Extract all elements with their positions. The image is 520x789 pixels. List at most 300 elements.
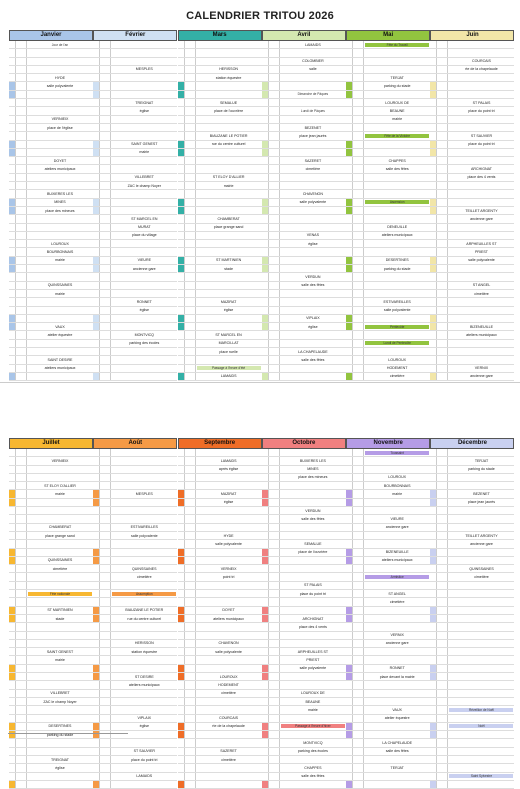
day-marker [178, 623, 185, 630]
day-event-cell [196, 190, 262, 197]
day-marker [430, 124, 437, 131]
day-marker [262, 632, 269, 639]
day-row [178, 149, 262, 157]
day-row [346, 248, 430, 256]
day-mark [269, 706, 280, 713]
month-column [9, 30, 93, 381]
month-days [430, 41, 514, 381]
collection-point: église [139, 308, 149, 313]
day-marker [9, 665, 16, 672]
day-row [178, 182, 262, 190]
day-marker [93, 482, 100, 489]
collection-point: MESPLES [135, 67, 153, 72]
day-mark [437, 232, 448, 239]
day-mark [269, 565, 280, 572]
day-mark [100, 598, 111, 605]
day-row [178, 598, 262, 606]
day-event-cell [27, 731, 93, 738]
day-mark [269, 282, 280, 289]
collection-point: place des 4 vents [467, 175, 496, 180]
day-marker [178, 248, 185, 255]
day-mark [269, 348, 280, 355]
day-marker [93, 598, 100, 605]
day-marker [93, 507, 100, 514]
day-mark [353, 557, 364, 564]
day-marker [178, 665, 185, 672]
day-row [178, 549, 262, 557]
holiday-label: Ascension [365, 200, 429, 204]
day-mark [269, 273, 280, 280]
day-marker [430, 457, 437, 464]
day-mark [269, 466, 280, 473]
day-mark [353, 665, 364, 672]
day-marker [9, 565, 16, 572]
day-marker [9, 524, 16, 531]
day-row [178, 457, 262, 465]
day-marker [178, 215, 185, 222]
day-row [93, 248, 177, 256]
day-event-cell [364, 673, 430, 680]
day-mark [353, 41, 364, 48]
day-marker [178, 557, 185, 564]
day-mark [16, 49, 27, 56]
day-event-cell [111, 232, 177, 239]
day-event-cell [27, 66, 93, 73]
day-row [178, 632, 262, 640]
day-mark [16, 273, 27, 280]
day-row [262, 615, 346, 623]
collection-point: mairie [307, 707, 318, 712]
day-event-cell [196, 240, 262, 247]
day-event-cell [27, 290, 93, 297]
day-event-cell [196, 474, 262, 481]
day-event-cell [27, 715, 93, 722]
collection-point: mairie [55, 492, 65, 497]
collection-point: place jean jaurès [299, 133, 327, 138]
day-event-cell [448, 323, 514, 330]
day-marker [178, 257, 185, 264]
day-row [346, 373, 430, 381]
day-marker [93, 706, 100, 713]
day-marker [93, 474, 100, 481]
day-row [262, 107, 346, 115]
day-event-cell [111, 58, 177, 65]
day-marker [178, 648, 185, 655]
day-mark [100, 58, 111, 65]
day-marker [346, 132, 353, 139]
calendar-half-1 [9, 30, 515, 381]
day-mark [437, 49, 448, 56]
day-marker [346, 615, 353, 622]
day-mark [437, 466, 448, 473]
day-event-cell [196, 298, 262, 305]
day-mark [353, 466, 364, 473]
day-event-cell [196, 565, 262, 572]
day-marker [9, 449, 16, 456]
day-marker [430, 149, 437, 156]
day-marker [9, 207, 16, 214]
day-marker [262, 524, 269, 531]
day-marker [178, 182, 185, 189]
day-event-cell [196, 315, 262, 322]
day-row [346, 540, 430, 548]
day-row [262, 290, 346, 298]
day-marker [9, 706, 16, 713]
day-row [9, 207, 93, 215]
day-marker [9, 265, 16, 272]
day-mark [100, 557, 111, 564]
day-marker [178, 58, 185, 65]
day-row [93, 632, 177, 640]
day-row [93, 257, 177, 265]
day-event-cell [111, 240, 177, 247]
collection-point: place du point tri [468, 108, 495, 113]
day-marker [430, 656, 437, 663]
day-marker [9, 365, 16, 372]
day-event-cell [27, 315, 93, 322]
day-mark [16, 315, 27, 322]
day-row [178, 607, 262, 615]
day-marker [262, 82, 269, 89]
day-marker [430, 681, 437, 688]
day-row [9, 165, 93, 173]
day-mark [185, 540, 196, 547]
day-event-cell [27, 132, 93, 139]
day-event-cell [448, 190, 514, 197]
collection-point: TERJAT [390, 765, 404, 770]
collection-point: LAMAIDS [305, 42, 321, 47]
day-marker [346, 124, 353, 131]
day-row [262, 41, 346, 49]
day-row [93, 673, 177, 681]
day-event-cell [364, 623, 430, 630]
day-mark [100, 165, 111, 172]
day-row [430, 490, 514, 498]
collection-point: TEILLET ARGENTY [465, 533, 498, 538]
day-marker [262, 549, 269, 556]
day-event-cell [280, 248, 346, 255]
day-marker [262, 474, 269, 481]
day-event-cell [280, 298, 346, 305]
day-marker [9, 298, 16, 305]
day-mark [353, 490, 364, 497]
day-mark [100, 706, 111, 713]
day-row [262, 132, 346, 140]
day-mark [185, 298, 196, 305]
day-row [178, 340, 262, 348]
day-marker [262, 298, 269, 305]
day-event-cell [196, 706, 262, 713]
day-marker [430, 41, 437, 48]
day-row [93, 515, 177, 523]
day-mark [437, 590, 448, 597]
day-row [430, 690, 514, 698]
day-row [430, 615, 514, 623]
day-marker [9, 107, 16, 114]
day-row [9, 58, 93, 66]
day-event-cell [196, 715, 262, 722]
day-marker [178, 723, 185, 730]
day-row [9, 499, 93, 507]
day-event-cell [364, 298, 430, 305]
day-event-cell [364, 215, 430, 222]
day-marker [9, 340, 16, 347]
day-marker [9, 116, 16, 123]
day-marker [93, 499, 100, 506]
day-mark [100, 615, 111, 622]
collection-point: place jean jaurès [467, 500, 496, 505]
day-mark [100, 466, 111, 473]
day-row [346, 165, 430, 173]
day-marker [430, 240, 437, 247]
day-marker [262, 365, 269, 372]
day-event-cell [448, 665, 514, 672]
day-marker [262, 690, 269, 697]
collection-point: MONTVICQ [134, 332, 154, 337]
collection-point: BUXIERES LES [47, 191, 73, 196]
day-event-cell [448, 698, 514, 705]
collection-point: QUINSSAINES [469, 566, 494, 571]
day-row [262, 182, 346, 190]
day-event-cell [111, 82, 177, 89]
day-row [9, 723, 93, 731]
day-row [430, 715, 514, 723]
month-column [262, 30, 346, 381]
day-event-cell [448, 232, 514, 239]
day-row [178, 706, 262, 714]
collection-point: place de l'église [47, 125, 73, 130]
day-event-cell [27, 99, 93, 106]
day-mark [353, 257, 364, 264]
day-row [9, 474, 93, 482]
day-mark [16, 656, 27, 663]
day-event-cell [448, 540, 514, 547]
day-marker [9, 781, 16, 788]
day-event-cell [364, 482, 430, 489]
day-row [93, 165, 177, 173]
day-marker [93, 540, 100, 547]
day-event-cell [364, 165, 430, 172]
day-event-cell [364, 656, 430, 663]
day-mark [16, 739, 27, 746]
day-event-cell [196, 449, 262, 456]
day-row [9, 240, 93, 248]
day-mark [269, 157, 280, 164]
day-row [9, 99, 93, 107]
day-event-cell [111, 99, 177, 106]
day-mark [437, 99, 448, 106]
day-mark [269, 673, 280, 680]
day-marker [430, 723, 437, 730]
day-marker [346, 681, 353, 688]
day-row [262, 190, 346, 198]
day-event-cell [196, 524, 262, 531]
day-row [346, 731, 430, 739]
collection-point: place du village [131, 233, 157, 238]
day-event-cell [448, 215, 514, 222]
day-mark [16, 290, 27, 297]
day-marker [346, 190, 353, 197]
day-marker [178, 731, 185, 738]
day-event-cell [280, 474, 346, 481]
day-row [93, 607, 177, 615]
day-mark [269, 331, 280, 338]
day-event-cell [111, 715, 177, 722]
day-mark [353, 82, 364, 89]
day-mark [185, 290, 196, 297]
day-event-cell [27, 507, 93, 514]
day-marker [93, 82, 100, 89]
day-row [346, 582, 430, 590]
day-marker [346, 165, 353, 172]
day-marker [178, 265, 185, 272]
day-marker [430, 66, 437, 73]
month-header: Janvier [9, 30, 93, 41]
day-row [430, 298, 514, 306]
day-event-cell [27, 549, 93, 556]
day-row [9, 315, 93, 323]
day-event-cell [448, 91, 514, 98]
day-marker [262, 348, 269, 355]
day-mark [185, 174, 196, 181]
day-mark [185, 182, 196, 189]
day-mark [437, 474, 448, 481]
day-event-cell [364, 681, 430, 688]
day-row [430, 224, 514, 232]
day-row [262, 66, 346, 74]
day-marker [346, 565, 353, 572]
collection-point: VERNIEIX [51, 458, 69, 463]
collection-point: ST MARCEL EN [131, 216, 158, 221]
day-event-cell [280, 673, 346, 680]
day-row [9, 348, 93, 356]
day-mark [16, 532, 27, 539]
day-row [430, 582, 514, 590]
day-marker [346, 257, 353, 264]
day-marker [346, 99, 353, 106]
day-marker [178, 149, 185, 156]
collection-point: MAZIRAT [220, 492, 237, 497]
day-row [178, 116, 262, 124]
day-mark [16, 723, 27, 730]
day-mark [437, 66, 448, 73]
day-marker [346, 141, 353, 148]
day-mark [100, 282, 111, 289]
day-row [178, 240, 262, 248]
collection-point: LOUROUX DE [301, 691, 325, 696]
day-marker [93, 549, 100, 556]
collection-point: église [223, 308, 234, 313]
day-marker [178, 107, 185, 114]
day-row [262, 307, 346, 315]
day-mark [437, 348, 448, 355]
day-row [346, 323, 430, 331]
day-row [9, 215, 93, 223]
day-marker [262, 457, 269, 464]
day-row [430, 698, 514, 706]
day-event-cell [111, 331, 177, 338]
day-event-cell [111, 49, 177, 56]
day-marker [93, 66, 100, 73]
day-event-cell [280, 698, 346, 705]
day-row [262, 331, 346, 339]
day-mark [437, 715, 448, 722]
day-marker [93, 58, 100, 65]
collection-point: HYDE [55, 75, 65, 80]
day-marker [346, 482, 353, 489]
day-row [430, 648, 514, 656]
day-row [178, 474, 262, 482]
day-mark [185, 224, 196, 231]
day-event-cell [111, 149, 177, 156]
day-marker [430, 315, 437, 322]
day-mark [353, 116, 364, 123]
day-marker [262, 565, 269, 572]
day-event-cell [280, 482, 346, 489]
day-mark [100, 257, 111, 264]
day-row [93, 116, 177, 124]
day-event-cell [111, 348, 177, 355]
day-event-cell [280, 748, 346, 755]
day-row [93, 781, 177, 789]
day-event-cell [280, 731, 346, 738]
collection-point: TREIGNAT [135, 100, 154, 105]
day-marker [93, 331, 100, 338]
day-mark [353, 698, 364, 705]
collection-point: station équestre [215, 75, 242, 80]
collection-point: DESERTINES [48, 724, 72, 729]
day-mark [353, 182, 364, 189]
day-event-cell [111, 282, 177, 289]
day-event-cell [448, 466, 514, 473]
day-mark [16, 232, 27, 239]
day-marker [430, 373, 437, 380]
month-header: Avril [262, 30, 346, 41]
collection-point: MESPLES [135, 492, 153, 497]
day-event-cell [280, 91, 346, 98]
day-event-cell [448, 282, 514, 289]
day-mark [100, 565, 111, 572]
day-row [178, 524, 262, 532]
day-row [93, 573, 177, 581]
day-row [9, 132, 93, 140]
day-marker [346, 174, 353, 181]
day-event-cell [27, 365, 93, 372]
day-marker [262, 557, 269, 564]
day-row [178, 781, 262, 789]
day-mark [100, 190, 111, 197]
day-event-cell [364, 124, 430, 131]
day-marker [9, 698, 16, 705]
day-marker [262, 257, 269, 264]
day-event-cell [196, 149, 262, 156]
collection-point: ARPHEUILLES ST [297, 649, 329, 654]
day-marker [178, 515, 185, 522]
collection-point: VERNEIX [220, 566, 237, 571]
day-row [178, 298, 262, 306]
day-mark [353, 723, 364, 730]
day-mark [16, 515, 27, 522]
day-mark [16, 323, 27, 330]
day-row [178, 715, 262, 723]
collection-point: LOUROUX [51, 241, 69, 246]
day-mark [353, 298, 364, 305]
day-row [93, 466, 177, 474]
day-event-cell [111, 524, 177, 531]
day-event-cell [364, 340, 430, 347]
day-event-cell [448, 681, 514, 688]
collection-point: ST PALAIS [472, 100, 491, 105]
